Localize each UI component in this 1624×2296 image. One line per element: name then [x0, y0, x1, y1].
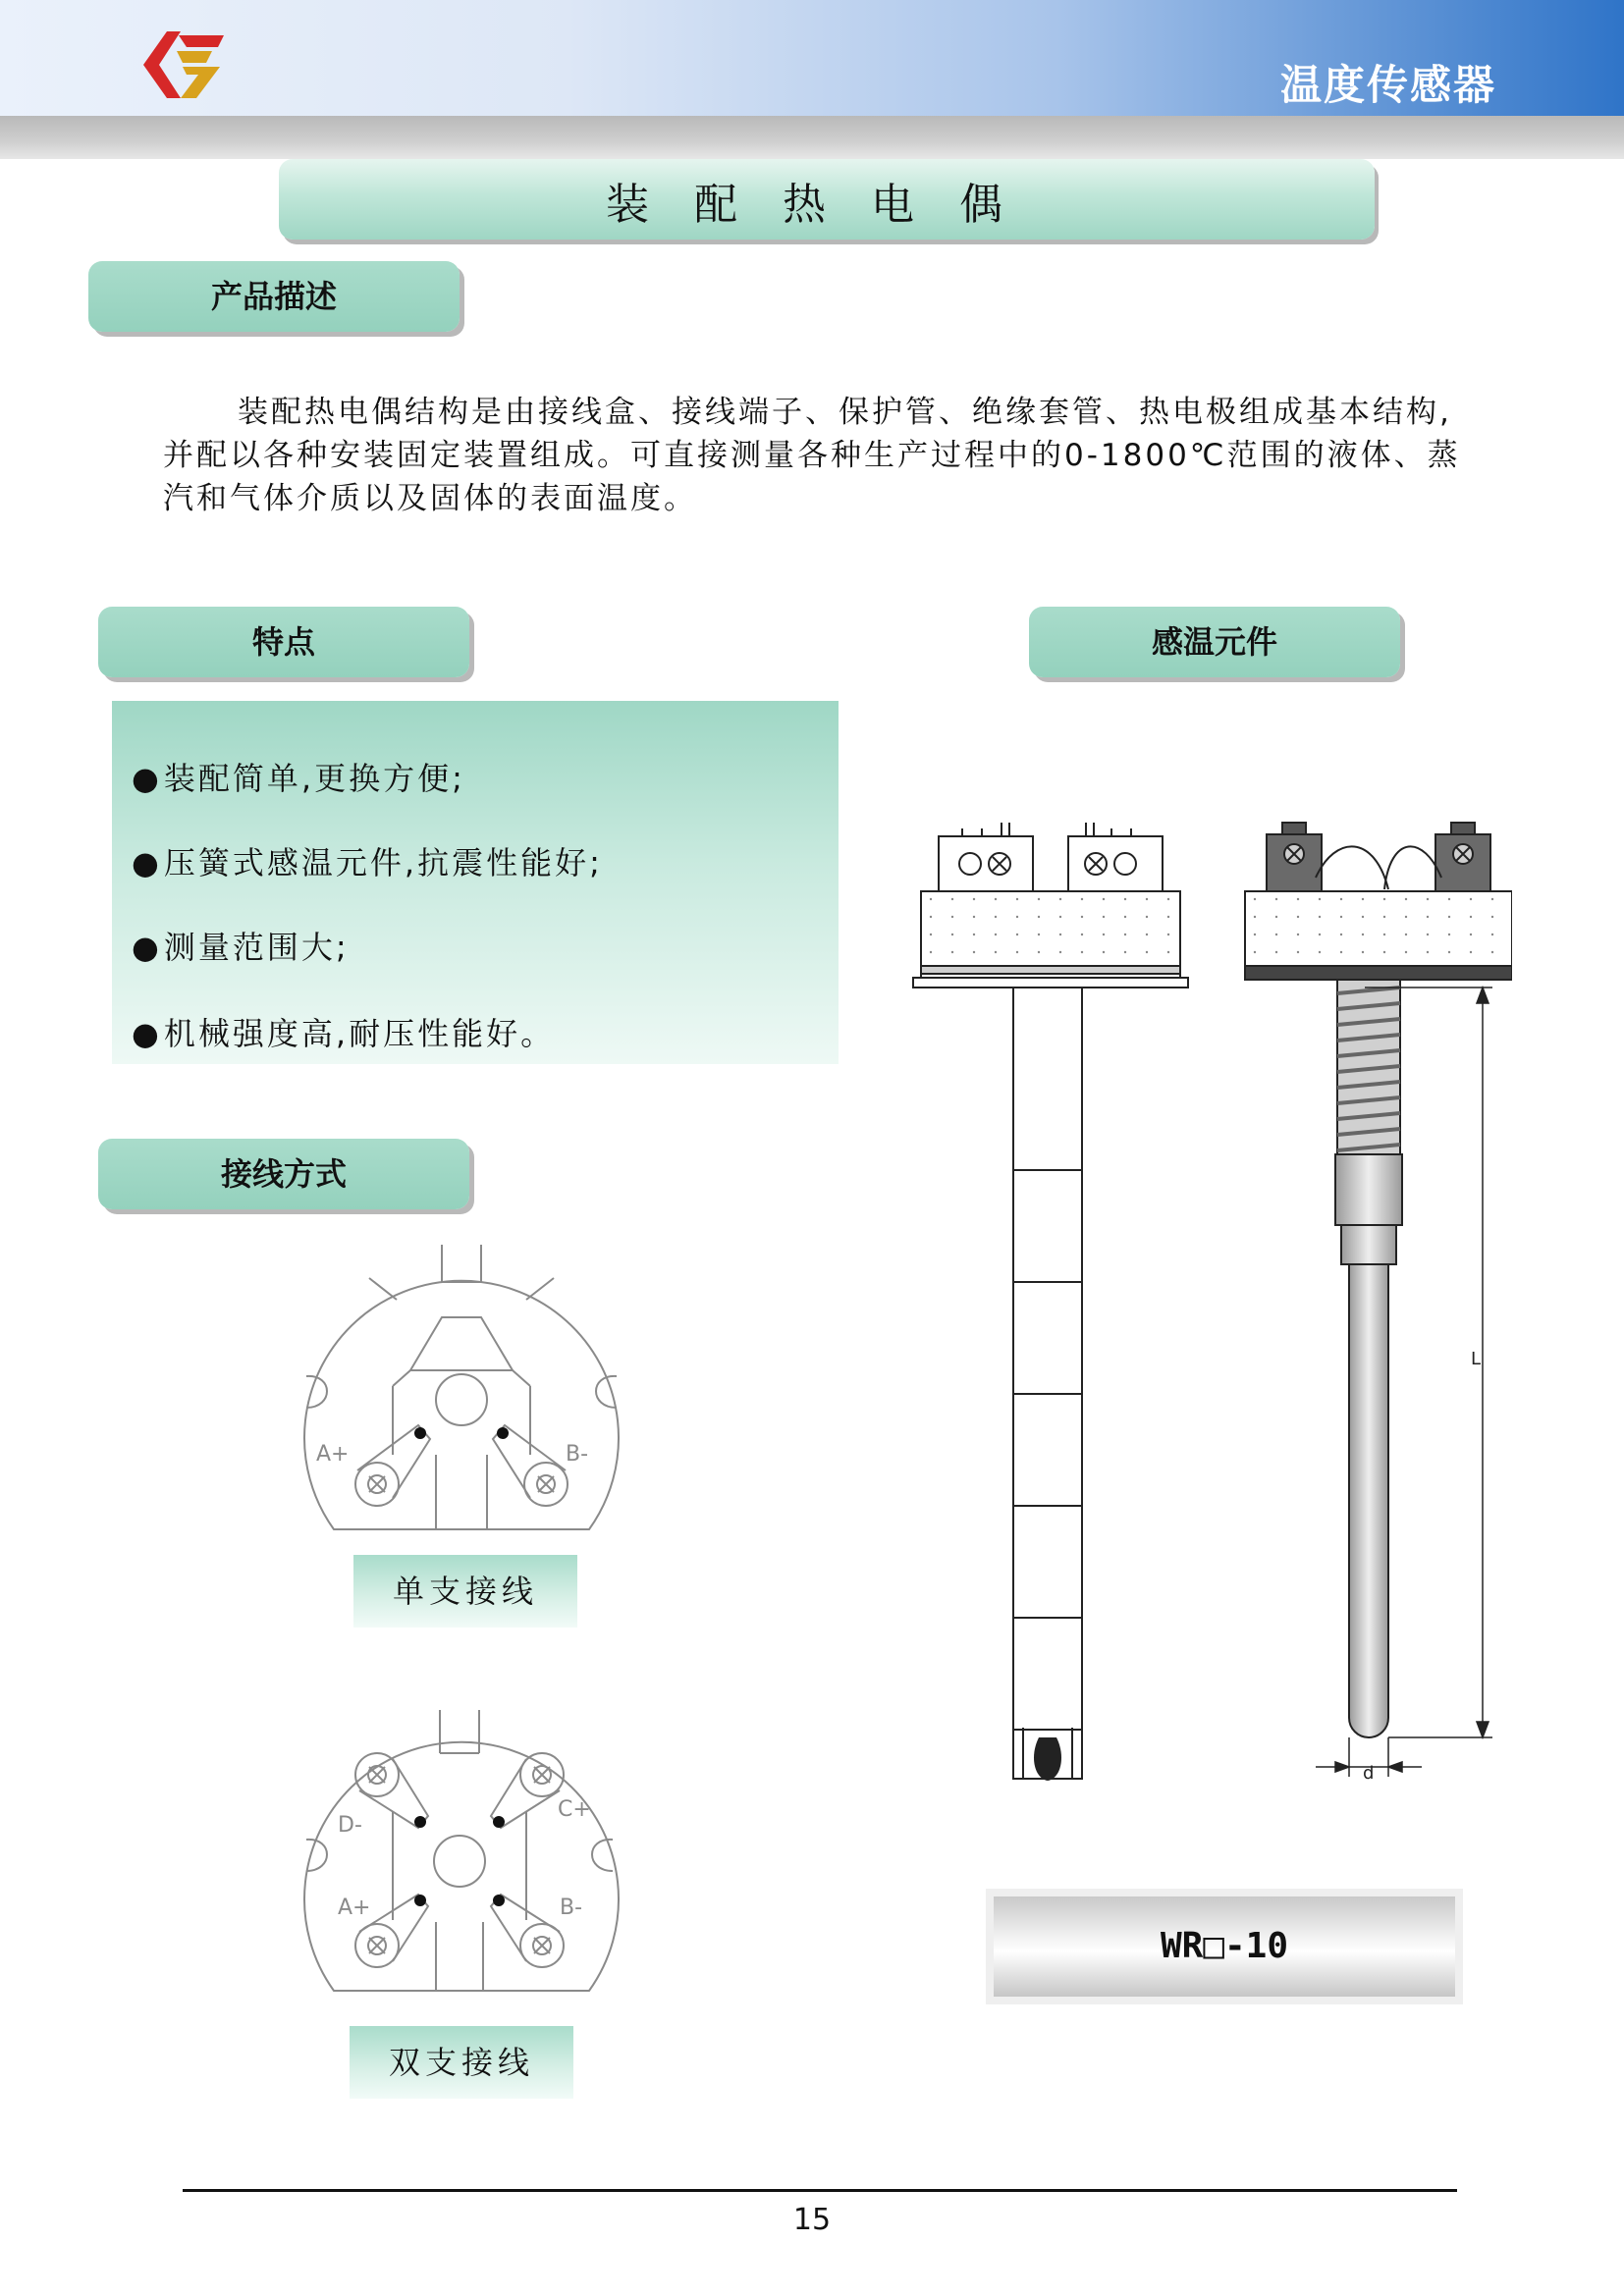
feature-item-2: ●压簧式感温元件,抗震性能好;: [132, 844, 603, 881]
feature-item-1: ●装配简单,更换方便;: [132, 760, 465, 797]
terminal-label-a-plus: A+: [338, 1896, 371, 1920]
terminal-label-d-minus: D-: [338, 1813, 362, 1838]
section-tab-features: 特点: [98, 607, 469, 677]
description-paragraph: 装配热电偶结构是由接线盒、接线端子、保护管、绝缘套管、热电极组成基本结构,并配以各种安装固定装置组成。可直接测量各种生产过程中的0-1800℃范围的液体、蒸汽和气体介质以及固体的表面温度。: [163, 395, 1461, 516]
company-logo-icon: [137, 27, 228, 102]
terminal-label-a-plus: A+: [316, 1442, 350, 1467]
terminal-label-c-plus: C+: [558, 1797, 591, 1822]
single-wiring-diagram: [295, 1239, 628, 1533]
feature-item-4: ●机械强度高,耐压性能好。: [132, 1015, 556, 1052]
sensing-element-drawing: [903, 805, 1512, 1806]
element-right: [1245, 823, 1512, 980]
bullet-icon: ●: [132, 929, 162, 966]
caption-double-wiring: 双支接线: [350, 2026, 573, 2099]
terminal-label-b-minus: B-: [560, 1896, 583, 1920]
model-box: [986, 1889, 1463, 2004]
element-left: [913, 823, 1188, 1779]
header-shade: [0, 116, 1624, 159]
footer-divider: [183, 2189, 1457, 2192]
page-number: 15: [792, 2203, 832, 2237]
caption-single-wiring: 单支接线: [353, 1555, 577, 1628]
bullet-icon: ●: [132, 760, 162, 797]
model-code: WR□-10: [994, 1896, 1455, 1997]
features-panel: [112, 701, 839, 1064]
page-title: 装配热电偶: [606, 180, 1048, 230]
dimension-label-length: L: [1471, 1349, 1482, 1369]
dimension-label-diameter: d: [1363, 1763, 1375, 1784]
title-banner: [279, 159, 1375, 240]
header-title: 温度传感器: [1279, 61, 1496, 109]
description-text-block: [163, 391, 1469, 520]
section-tab-description: 产品描述: [88, 261, 460, 332]
terminal-label-b-minus: B-: [566, 1442, 589, 1467]
bullet-icon: ●: [132, 844, 162, 881]
feature-item-3: ●测量范围大;: [132, 929, 350, 966]
section-tab-wiring: 接线方式: [98, 1139, 469, 1209]
double-wiring-diagram: [295, 1704, 628, 1999]
section-tab-element: 感温元件: [1029, 607, 1400, 677]
bullet-icon: ●: [132, 1015, 162, 1052]
